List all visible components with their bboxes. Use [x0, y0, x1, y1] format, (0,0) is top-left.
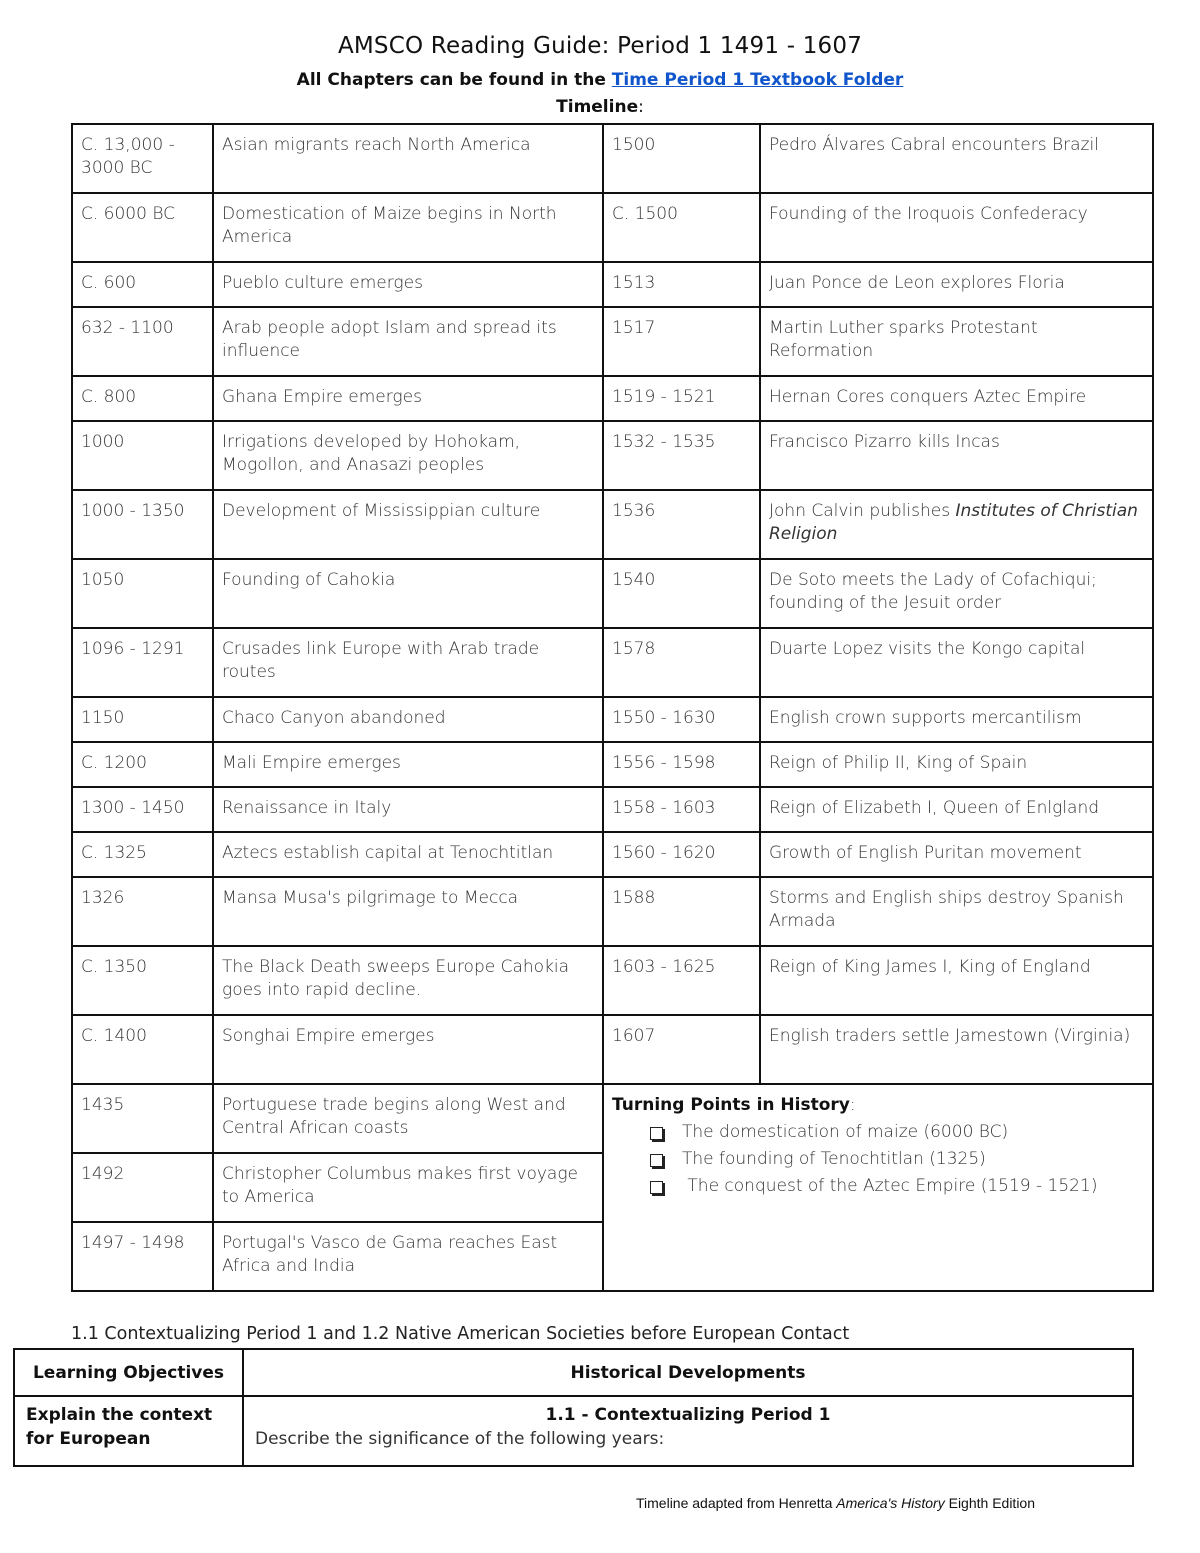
- timeline-date: C. 6000 BC: [72, 193, 213, 262]
- turning-points-heading: [612, 1094, 1144, 1117]
- turning-point-text: The domestication of maize (6000 BC): [682, 1122, 1009, 1142]
- timeline-row: [72, 376, 1153, 421]
- timeline-row: [72, 124, 1153, 193]
- timeline-date: 1150: [72, 697, 213, 742]
- timeline-event: Pedro Álvares Cabral encounters Brazil: [760, 124, 1153, 193]
- timeline-event: Founding of Cahokia: [213, 559, 603, 628]
- timeline-label-colon: :: [638, 97, 644, 117]
- timeline-date: 1607: [603, 1015, 760, 1084]
- timeline-event: Chaco Canyon abandoned: [213, 697, 603, 742]
- timeline-date: 1532 - 1535: [603, 421, 760, 490]
- timeline-event: Crusades link Europe with Arab trade routes: [213, 628, 603, 697]
- timeline-date: 1519 - 1521: [603, 376, 760, 421]
- checkbox-icon[interactable]: [650, 1181, 663, 1194]
- timeline-date: C. 800: [72, 376, 213, 421]
- timeline-event: [760, 490, 1153, 559]
- timeline-event: Reign of King James I, King of England: [760, 946, 1153, 1015]
- timeline-date: 1050: [72, 559, 213, 628]
- timeline-event: Martin Luther sparks Protestant Reformation: [760, 307, 1153, 376]
- timeline-event: Reign of Elizabeth I, Queen of Enlgland: [760, 787, 1153, 832]
- timeline-date: 632 - 1100: [72, 307, 213, 376]
- turning-point-text: The conquest of the Aztec Empire (1519 - 1521): [682, 1176, 1098, 1196]
- timeline-row: [72, 307, 1153, 376]
- textbook-folder-link[interactable]: Time Period 1 Textbook Folder: [611, 70, 904, 90]
- timeline-event: Storms and English ships destroy Spanish Armada: [760, 877, 1153, 946]
- timeline-event: English traders settle Jamestown (Virginia): [760, 1015, 1153, 1084]
- timeline-date: 1536: [603, 490, 760, 559]
- timeline-date: C. 13,000 - 3000 BC: [72, 124, 213, 193]
- timeline-event: Irrigations developed by Hohokam, Mogollon, and Anasazi peoples: [213, 421, 603, 490]
- timeline-event: Growth of English Puritan movement: [760, 832, 1153, 877]
- timeline-event: Aztecs establish capital at Tenochtitlan: [213, 832, 603, 877]
- timeline-row: [72, 877, 1153, 946]
- development-prompt: Describe the significance of the following years:: [255, 1429, 665, 1449]
- timeline-event: Mali Empire emerges: [213, 742, 603, 787]
- timeline-date: 1497 - 1498: [72, 1222, 213, 1291]
- timeline-date: 1300 - 1450: [72, 787, 213, 832]
- timeline-event: Development of Mississippian culture: [213, 490, 603, 559]
- timeline-event: Reign of Philip II, King of Spain: [760, 742, 1153, 787]
- turning-point-item: [650, 1173, 1144, 1200]
- timeline-date: 1500: [603, 124, 760, 193]
- timeline-row: [72, 787, 1153, 832]
- timeline-date: 1560 - 1620: [603, 832, 760, 877]
- timeline-event: Founding of the Iroquois Confederacy: [760, 193, 1153, 262]
- timeline-date: 1000: [72, 421, 213, 490]
- timeline-row: [72, 421, 1153, 490]
- timeline-date: 1517: [603, 307, 760, 376]
- timeline-date: 1326: [72, 877, 213, 946]
- checkbox-icon[interactable]: [650, 1127, 663, 1140]
- timeline-row: [72, 832, 1153, 877]
- development-title: 1.1 - Contextualizing Period 1: [545, 1405, 831, 1425]
- footer-book-title: America's History: [836, 1495, 945, 1511]
- timeline-date: C. 600: [72, 262, 213, 307]
- col-header-objectives: Learning Objectives: [14, 1349, 243, 1396]
- timeline-event: Portugal's Vasco de Gama reaches East Africa and India: [213, 1222, 603, 1291]
- turning-point-item: [650, 1146, 1144, 1173]
- timeline-row: [72, 559, 1153, 628]
- timeline-date: C. 1500: [603, 193, 760, 262]
- turning-point-text: The founding of Tenochtitlan (1325): [682, 1149, 986, 1169]
- timeline-label-text: Timeline: [556, 97, 639, 117]
- timeline-event: Duarte Lopez visits the Kongo capital: [760, 628, 1153, 697]
- objective-cell: Explain the context for European: [14, 1396, 243, 1466]
- turning-points-list: [650, 1119, 1144, 1200]
- timeline-date: 1096 - 1291: [72, 628, 213, 697]
- timeline-date: C. 1400: [72, 1015, 213, 1084]
- page-title: AMSCO Reading Guide: Period 1 1491 - 1607: [337, 33, 863, 59]
- timeline-date: 1578: [603, 628, 760, 697]
- footer-credit: [636, 1495, 1035, 1511]
- timeline-event: Arab people adopt Islam and spread its influence: [213, 307, 603, 376]
- turning-points-heading-text: Turning Points in History: [612, 1095, 850, 1115]
- timeline-event: Pueblo culture emerges: [213, 262, 603, 307]
- subtitle: [0, 70, 1200, 90]
- timeline-date: C. 1200: [72, 742, 213, 787]
- col-header-developments: Historical Developments: [243, 1349, 1133, 1396]
- timeline-event: De Soto meets the Lady of Cofachiqui; founding of the Jesuit order: [760, 559, 1153, 628]
- turning-points-cell: [603, 1084, 1153, 1291]
- timeline-event: English crown supports mercantilism: [760, 697, 1153, 742]
- timeline-date: 1435: [72, 1084, 213, 1153]
- timeline-event: Hernan Cores conquers Aztec Empire: [760, 376, 1153, 421]
- timeline-event: Portuguese trade begins along West and Central African coasts: [213, 1084, 603, 1153]
- timeline-date: 1558 - 1603: [603, 787, 760, 832]
- timeline-date: 1513: [603, 262, 760, 307]
- timeline-event: Ghana Empire emerges: [213, 376, 603, 421]
- timeline-event: Songhai Empire emerges: [213, 1015, 603, 1084]
- timeline-event: Mansa Musa's pilgrimage to Mecca: [213, 877, 603, 946]
- turning-points-heading-colon: :: [849, 1095, 856, 1115]
- timeline-date: 1550 - 1630: [603, 697, 760, 742]
- event-text: John Calvin publishes: [769, 501, 956, 521]
- timeline-event: Francisco Pizarro kills Incas: [760, 421, 1153, 490]
- timeline-row: [72, 628, 1153, 697]
- section-heading: 1.1 Contextualizing Period 1 and 1.2 Native American Societies before European Contact: [71, 1324, 850, 1344]
- timeline-date: 1492: [72, 1153, 213, 1222]
- checkbox-icon[interactable]: [650, 1154, 663, 1167]
- timeline-date: 1603 - 1625: [603, 946, 760, 1015]
- timeline-date: 1556 - 1598: [603, 742, 760, 787]
- timeline-row: [72, 262, 1153, 307]
- timeline-date: 1588: [603, 877, 760, 946]
- learning-objectives-table: [13, 1348, 1134, 1467]
- timeline-date: 1000 - 1350: [72, 490, 213, 559]
- timeline-date: C. 1350: [72, 946, 213, 1015]
- footer-prefix: Timeline adapted from Henretta: [636, 1495, 837, 1511]
- timeline-event: Christopher Columbus makes first voyage to America: [213, 1153, 603, 1222]
- timeline-row: [72, 1015, 1153, 1084]
- timeline-row: [72, 742, 1153, 787]
- timeline-row: [72, 946, 1153, 1015]
- timeline-event: Asian migrants reach North America: [213, 124, 603, 193]
- timeline-event: The Black Death sweeps Europe Cahokia goes into rapid decline.: [213, 946, 603, 1015]
- timeline-row: [72, 697, 1153, 742]
- timeline-event: Domestication of Maize begins in North America: [213, 193, 603, 262]
- turning-point-item: [650, 1119, 1144, 1146]
- timeline-event: Juan Ponce de Leon explores Floria: [760, 262, 1153, 307]
- timeline-table: [71, 123, 1154, 1292]
- timeline-row: [72, 193, 1153, 262]
- timeline-date: C. 1325: [72, 832, 213, 877]
- timeline-event: Renaissance in Italy: [213, 787, 603, 832]
- timeline-row: [72, 490, 1153, 559]
- footer-suffix: Eighth Edition: [944, 1495, 1036, 1511]
- timeline-label: [0, 97, 1200, 117]
- subtitle-text: All Chapters can be found in the: [296, 70, 606, 90]
- timeline-date: 1540: [603, 559, 760, 628]
- development-cell: [243, 1396, 1133, 1466]
- timeline-row: [72, 1084, 1153, 1153]
- book-title: Institutes of Christian Religion: [769, 501, 1138, 544]
